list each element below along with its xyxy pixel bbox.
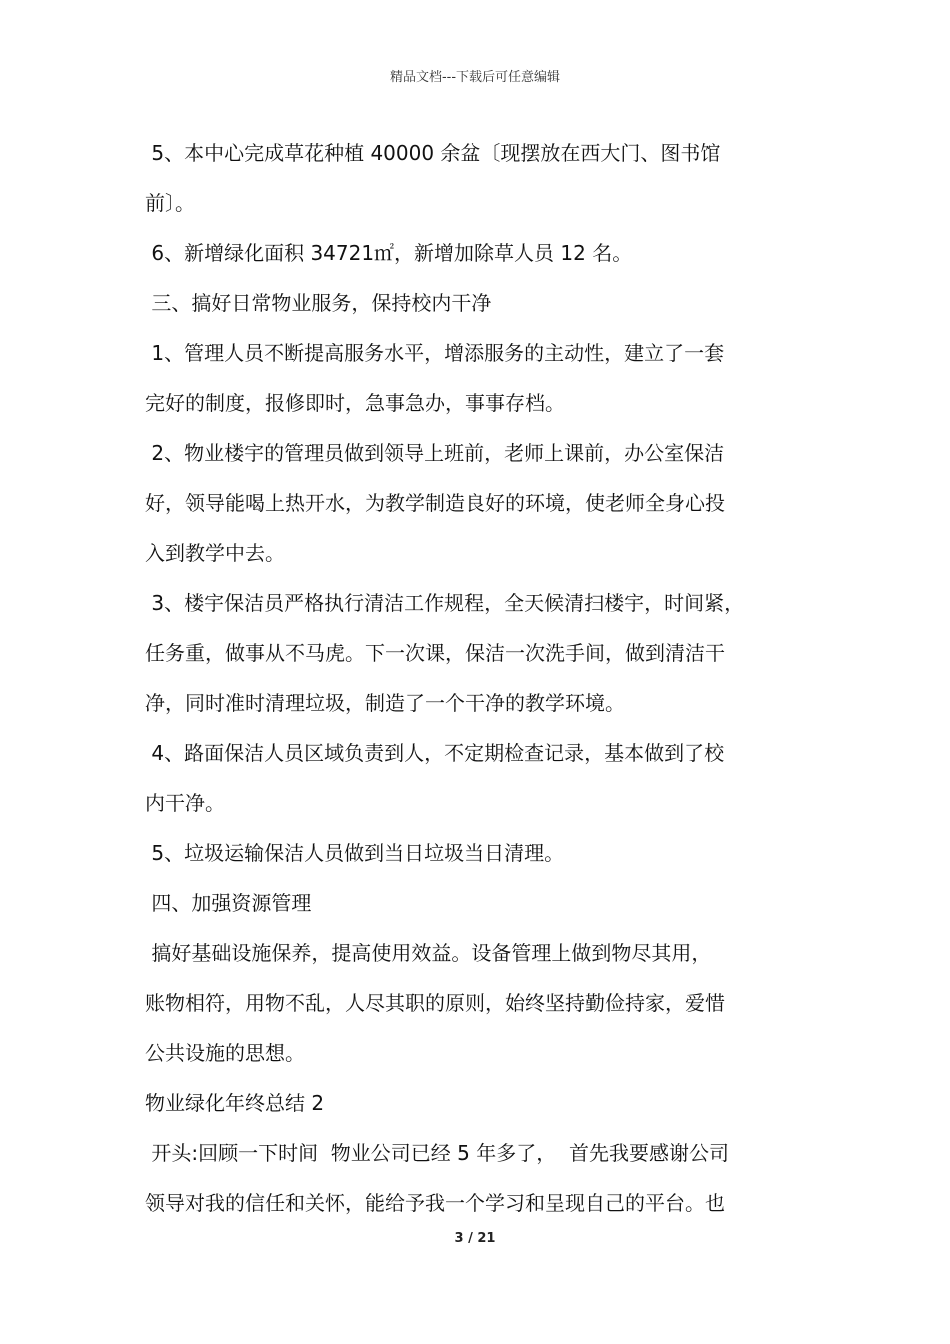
document-body: [145, 128, 815, 1228]
body-line: 公共设施的思想。: [145, 1041, 305, 1065]
body-line: 内干净。: [145, 791, 225, 815]
body-line: 4、路面保洁人员区域负责到人，不定期检查记录，基本做到了校: [145, 741, 725, 765]
body-line: 完好的制度，报修即时，急事急办，事事存档。: [145, 391, 565, 415]
body-line: 领导对我的信任和关怀，能给予我一个学习和呈现自己的平台。也: [145, 1191, 725, 1215]
body-line: 3、楼宇保洁员严格执行清洁工作规程，全天候清扫楼宇，时间紧，: [145, 591, 745, 615]
body-line: 搞好基础设施保养，提高使用效益。设备管理上做到物尽其用，: [145, 941, 712, 965]
page-number: 3 / 21: [454, 1231, 496, 1246]
body-line: 1、管理人员不断提高服务水平，增添服务的主动性，建立了一套: [145, 341, 725, 365]
body-line: 2、物业楼宇的管理员做到领导上班前，老师上课前，办公室保洁: [145, 441, 725, 465]
section-heading: 四、加强资源管理: [145, 891, 312, 915]
body-line: 净，同时准时清理垃圾，制造了一个干净的教学环境。: [145, 691, 625, 715]
document-title: 物业绿化年终总结 2: [145, 1091, 325, 1115]
page-header: 精品文档---下载后可任意编辑: [389, 70, 561, 85]
body-line: 账物相符，用物不乱，人尽其职的原则，始终坚持勤俭持家，爱惜: [145, 991, 725, 1015]
body-line: 5、本中心完成草花种植 40000 余盆〔现摆放在西大门、图书馆: [145, 141, 721, 165]
body-line: 开头:回顾一下时间 物业公司已经 5 年多了， 首先我要感谢公司: [145, 1141, 729, 1165]
body-line: 6、新增绿化面积 34721㎡，新增加除草人员 12 名。: [145, 241, 633, 265]
body-line: 任务重，做事从不马虎。下一次课，保洁一次洗手间，做到清洁干: [145, 641, 725, 665]
body-line: 前〕。: [145, 191, 195, 215]
body-line: 5、垃圾运输保洁人员做到当日垃圾当日清理。: [145, 841, 565, 865]
section-heading: 三、搞好日常物业服务，保持校内干净: [145, 291, 492, 315]
body-line: 入到教学中去。: [145, 541, 285, 565]
body-line: 好，领导能喝上热开水，为教学制造良好的环境，使老师全身心投: [145, 491, 725, 515]
